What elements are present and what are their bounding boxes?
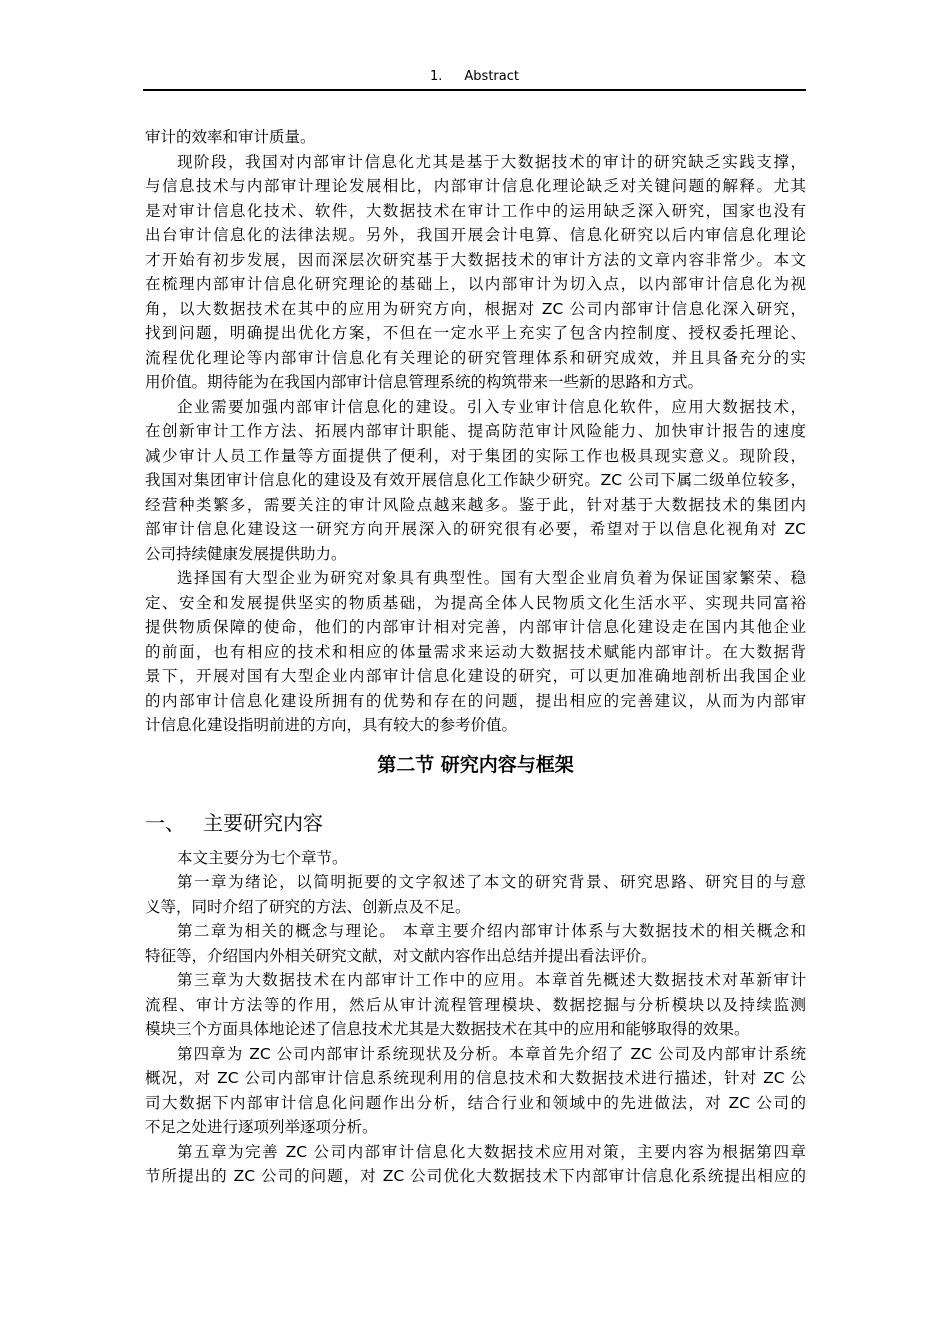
text-line: 第五章为完善 ZC 公司内部审计信息化大数据技术应用对策，主要内容为根据第四章	[177, 1142, 806, 1161]
text-line: 本文主要分为七个章节。	[177, 848, 348, 867]
text-line: 司大数据下内部审计信息化问题作出分析，结合行业和领域中的先进做法，对 ZC 公司的	[145, 1093, 806, 1112]
text-line: 的内部审计信息化建设所拥有的优势和存在的问题，提出相应的完善建议，从而为内部审	[145, 691, 806, 710]
paragraph	[145, 566, 806, 738]
text-line: 审计的效率和审计质量。	[145, 128, 316, 146]
text-line: 定、安全和发展提供坚实的物质基础，为提高全体人民物质文化生活水平、实现共同富裕	[145, 593, 806, 612]
text-line: 模块三个方面具体地论述了信息技术尤其是大数据技术在其中的应用和能够取得的效果。	[145, 1020, 750, 1038]
paragraph	[145, 1140, 806, 1189]
text-line: 流程优化理论等内部审计信息化有关理论的研究管理体系和研究成效，并且具备充分的实	[145, 348, 806, 367]
paragraph	[145, 846, 806, 871]
text-line: 计信息化建设指明前进的方向，具有较大的参考价值。	[145, 716, 518, 734]
text-line: 的前面，也有相应的技术和相应的体量需求来运动大数据技术赋能内部审计。在大数据背	[145, 642, 806, 661]
document-body	[145, 125, 806, 1189]
text-line: 流程、审计方法等的作用，然后从审计流程管理模块、数据挖掘与分析模块以及持续监测	[145, 995, 806, 1014]
paragraph	[145, 919, 806, 968]
text-line: 第四章为 ZC 公司内部审计系统现状及分析。本章首先介绍了 ZC 公司及内部审计系统	[177, 1044, 806, 1063]
text-line: 是对审计信息化技术、软件，大数据技术在审计工作中的运用缺乏深入研究，国家也没有	[145, 201, 806, 220]
text-line: 角，以大数据技术在其中的应用为研究方向，根据对 ZC 公司内部审计信息化深入研究，	[145, 299, 806, 318]
paragraph	[145, 870, 806, 919]
paragraph	[145, 968, 806, 1042]
text-line: 第一章为绪论，以简明扼要的文字叙述了本文的研究背景、研究思路、研究目的与意	[177, 873, 806, 891]
text-line: 减少审计人员工作量等方面提供了便利，对于集团的实际工作也极具现实意义。现阶段，	[145, 446, 806, 465]
text-line: 用价值。期待能为在我国内部审计信息管理系统的构筑带来一些新的思路和方式。	[145, 373, 704, 391]
section-title: 第二节 研究内容与框架	[377, 753, 574, 776]
text-line: 现阶段，我国对内部审计信息化尤其是基于大数据技术的审计的研究缺乏实践支撑，	[177, 152, 806, 171]
text-line: 特征等，介绍国内外相关研究文献，对文献内容作出总结并提出看法评价。	[145, 946, 657, 965]
header-number: 1.	[430, 69, 443, 84]
text-line: 选择国有大型企业为研究对象具有典型性。国有大型企业肩负着为保证国家繁荣、稳	[177, 569, 806, 587]
header-title: Abstract	[464, 69, 519, 84]
subsection-mark: 一、	[145, 810, 185, 835]
text-line: 概况，对 ZC 公司内部审计信息系统现利用的信息技术和大数据技术进行描述，针对 ZC 公	[145, 1069, 806, 1087]
text-line: 节所提出的 ZC 公司的问题，对 ZC 公司优化大数据技术下内部审计信息化系统提出相应的	[145, 1167, 806, 1185]
text-line: 出台审计信息化的法律法规。另外，我国开展会计电算、信息化研究以后内审信息化理论	[145, 226, 806, 244]
paragraph	[145, 125, 806, 150]
text-line: 不足之处进行逐项列举逐项分析。	[145, 1118, 378, 1136]
subsection-title	[145, 808, 806, 838]
text-line: 第三章为大数据技术在内部审计工作中的应用。本章首先概述大数据技术对革新审计	[177, 971, 806, 989]
body-paragraphs-top	[145, 125, 806, 738]
text-line: 部审计信息化建设这一研究方向开展深入的研究很有必要，希望对于以信息化视角对 ZC	[145, 520, 806, 538]
text-line: 经营种类繁多，需要关注的审计风险点越来越多。鉴于此，针对基于大数据技术的集团内	[145, 495, 806, 514]
text-line: 提供物质保障的使命，他们的内部审计相对完善，内部审计信息化建设走在国内其他企业	[145, 618, 806, 636]
text-line: 企业需要加强内部审计信息化的建设。引入专业审计信息化软件，应用大数据技术，	[177, 397, 806, 416]
text-line: 找到问题，明确提出优化方案，不但在一定水平上充实了包含内控制度、授权委托理论、	[145, 324, 806, 342]
subsection-text: 主要研究内容	[203, 810, 323, 835]
body-paragraphs-bottom	[145, 846, 806, 1189]
paragraph	[145, 395, 806, 567]
paragraph	[145, 1042, 806, 1140]
text-line: 与信息技术与内部审计理论发展相比，内部审计信息化理论缺乏对关键问题的解释。尤其	[145, 177, 806, 195]
text-line: 在创新审计工作方法、拓展内部审计职能、提高防范审计风险能力、加快审计报告的速度	[145, 422, 806, 440]
text-line: 第二章为相关的概念与理论。 本章主要介绍内部审计体系与大数据技术的相关概念和	[177, 922, 806, 940]
text-line: 我国对集团审计信息化的建设及有效开展信息化工作缺少研究。ZC 公司下属二级单位较多，	[145, 471, 806, 489]
text-line: 景下，开展对国有大型企业内部审计信息化建设的研究，可以更加准确地剖析出我国企业	[145, 667, 806, 685]
text-line: 义等，同时介绍了研究的方法、创新点及不足。	[145, 897, 471, 916]
text-line: 在梳理内部审计信息化研究理论的基础上，以内部审计为切入点，以内部审计信息化为视	[145, 275, 806, 293]
text-line: 才开始有初步发展，因而深层次研究基于大数据技术的审计方法的文章内容非常少。本文	[145, 250, 806, 269]
running-header	[143, 66, 806, 91]
paragraph	[145, 150, 806, 395]
text-line: 公司持续健康发展提供助力。	[145, 544, 347, 563]
